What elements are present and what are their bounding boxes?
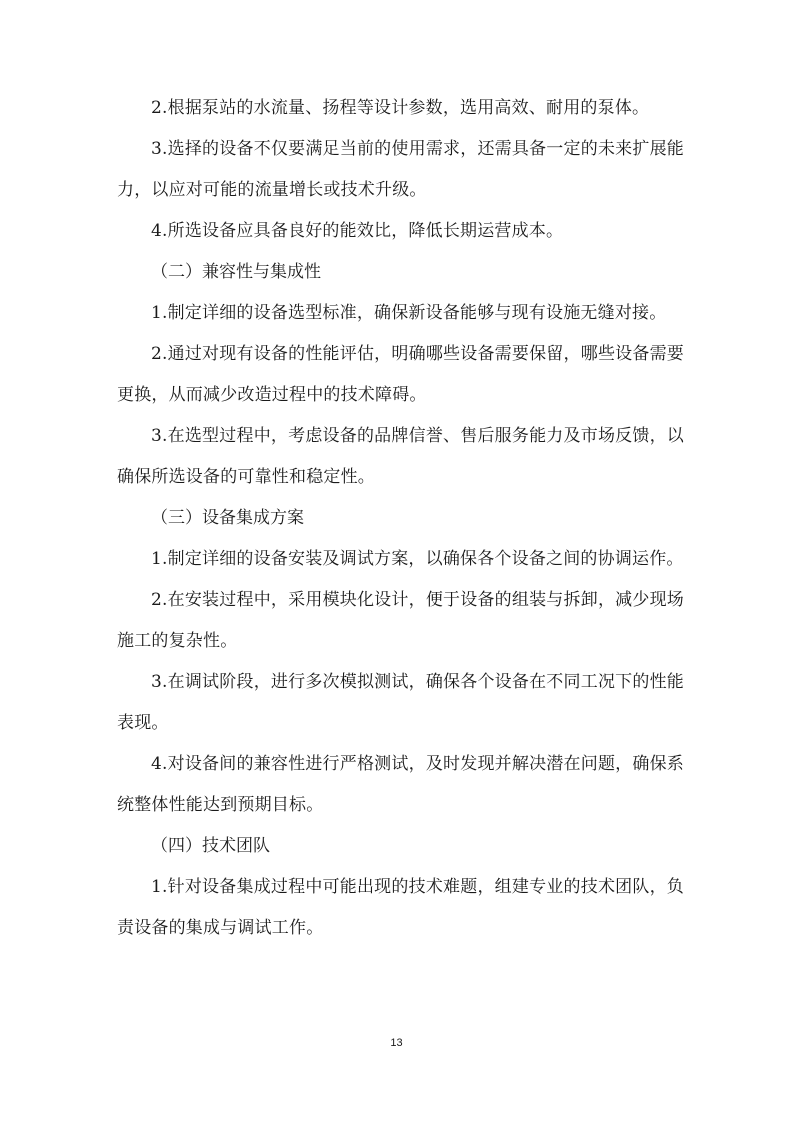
section-heading-technical-team: （四）技术团队 — [151, 836, 270, 856]
section-heading-compatibility: （二）兼容性与集成性 — [151, 262, 321, 282]
paragraph-installation-plan: 1.制定详细的设备安装及调试方案，以确保各个设备之间的协调运作。 — [151, 549, 684, 569]
paragraph-simulation-testing: 3.在调试阶段，进行多次模拟测试，确保各个设备在不同工况下的性能表现。 — [117, 672, 684, 733]
section-heading-integration-plan: （三）设备集成方案 — [151, 508, 304, 528]
document-body — [117, 88, 684, 949]
paragraph-modular-design: 2.在安装过程中，采用模块化设计，便于设备的组装与拆卸，减少现场施工的复杂性。 — [117, 590, 684, 651]
paragraph-pump-selection: 2.根据泵站的水流量、扬程等设计参数，选用高效、耐用的泵体。 — [151, 98, 650, 118]
paragraph-compatibility-testing: 4.对设备间的兼容性进行严格测试，及时发现并解决潜在问题，确保系统整体性能达到预期目标。 — [117, 754, 684, 815]
paragraph-brand-reliability: 3.在选型过程中，考虑设备的品牌信誉、售后服务能力及市场反馈，以确保所选设备的可靠性和稳定性。 — [117, 426, 684, 487]
paragraph-selection-standard: 1.制定详细的设备选型标准，确保新设备能够与现有设施无缝对接。 — [151, 303, 667, 323]
paragraph-future-expansion: 3.选择的设备不仅要满足当前的使用需求，还需具备一定的未来扩展能力，以应对可能的流量增长或技术升级。 — [117, 139, 684, 200]
paragraph-energy-efficiency: 4.所选设备应具备良好的能效比，降低长期运营成本。 — [151, 221, 564, 241]
page-number: 13 — [390, 1037, 403, 1049]
paragraph-performance-evaluation: 2.通过对现有设备的性能评估，明确哪些设备需要保留，哪些设备需要更换，从而减少改造过程中的技术障碍。 — [117, 344, 684, 405]
paragraph-team-formation: 1.针对设备集成过程中可能出现的技术难题，组建专业的技术团队，负责设备的集成与调试工作。 — [117, 877, 684, 938]
